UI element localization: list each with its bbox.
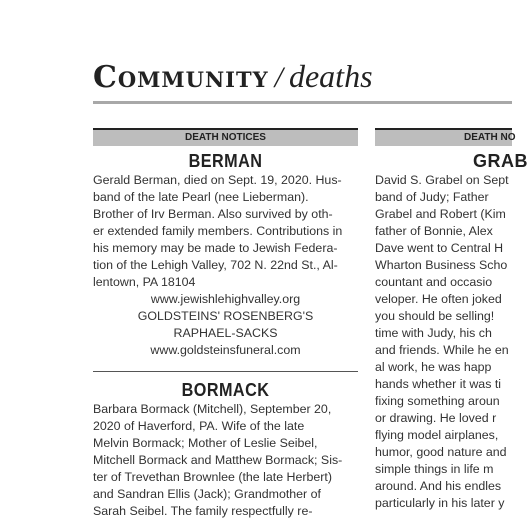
- notice-line: simple things in life m: [375, 462, 494, 476]
- right-column: [375, 128, 528, 512]
- death-notices-bar: DEATH NOTICES: [93, 128, 358, 146]
- funeral-home-name: GOLDSTEINS' ROSENBERG'S: [137, 309, 314, 323]
- notice-line: David S. Grabel on Sept: [375, 173, 509, 187]
- notice-body: [375, 172, 512, 512]
- notice-line: Melvin Bormack; Mother of Leslie Seibel,: [93, 436, 318, 450]
- notice-line: Gerald Berman, died on Sept. 19, 2020. Hus-: [93, 173, 342, 187]
- notice-line: and friends. While he en: [375, 343, 509, 357]
- notice-line: you should be selling!: [375, 309, 495, 323]
- notice-line: fixing something aroun: [375, 394, 500, 408]
- left-column: [93, 128, 358, 518]
- header-rule: [93, 101, 512, 104]
- notice-line: veloper. He often joked: [375, 292, 502, 306]
- notice-line: hands whether it was ti: [375, 377, 502, 391]
- notice-line: 2020 of Haverford, PA. Wife of the late: [93, 419, 305, 433]
- notice-body: [93, 401, 358, 520]
- notice-body: [93, 172, 358, 291]
- notice-line: tion of the Lehigh Valley, 702 N. 22nd St., Al-: [93, 258, 338, 272]
- notice-line: and Sandran Ellis (Jack); Grandmother of: [93, 487, 321, 501]
- notice-line: Brother of Irv Berman. Also survived by oth-: [93, 207, 333, 221]
- notice-name: BERMAN: [188, 151, 263, 171]
- notice-line: particularly in his later y: [375, 496, 505, 510]
- notice-line: lentown, PA 18104: [93, 275, 196, 289]
- notice-name: GRAB: [473, 151, 528, 171]
- notice-bormack: [93, 380, 358, 520]
- notice-line: countant and occasio: [375, 275, 493, 289]
- notice-line: ter of Trevethan Brownlee (the late Herbert): [93, 470, 332, 484]
- funeral-home-url: www.goldsteinsfuneral.com: [150, 343, 301, 357]
- death-notices-bar-right: DEATH NO: [375, 128, 512, 146]
- notice-line: Grabel and Robert (Kim: [375, 207, 506, 221]
- notice-line: Sarah Seibel. The family respectfully re-: [93, 504, 313, 518]
- notice-separator: [93, 371, 358, 372]
- funeral-home-name-2: RAPHAEL-SACKS: [173, 326, 278, 340]
- section-header: [93, 58, 513, 98]
- notice-line: al work, he was happ: [375, 360, 492, 374]
- notice-line: band of Judy; Father: [375, 190, 489, 204]
- notice-name: BORMACK: [181, 380, 270, 400]
- notice-line: around. And his endles: [375, 479, 502, 493]
- notice-line: or drawing. He loved r: [375, 411, 497, 425]
- notice-line: Mitchell Bormack and Matthew Bormack; Sis-: [93, 453, 343, 467]
- header-slash: /: [274, 61, 283, 94]
- notice-line: Dave went to Central H: [375, 241, 504, 255]
- section-title: Community: [93, 60, 269, 95]
- notice-line: er extended family members. Contributions in: [93, 224, 343, 238]
- federation-url: www.jewishlehighvalley.org: [150, 292, 301, 306]
- notice-line: Wharton Business Scho: [375, 258, 508, 272]
- notice-line: time with Judy, his ch: [375, 326, 492, 340]
- subsection-title: deaths: [288, 58, 373, 94]
- notice-line: humor, good nature and: [375, 445, 507, 459]
- notice-line: his memory may be made to Jewish Federa-: [93, 241, 338, 255]
- notice-line: flying model airplanes,: [375, 428, 499, 442]
- notice-berman: [93, 151, 358, 359]
- notice-line: father of Bonnie, Alex: [375, 224, 493, 238]
- notice-grabel: [375, 151, 528, 512]
- notice-line: band of the late Pearl (nee Lieberman).: [93, 190, 309, 204]
- notice-line: Barbara Bormack (Mitchell), September 20,: [93, 402, 332, 416]
